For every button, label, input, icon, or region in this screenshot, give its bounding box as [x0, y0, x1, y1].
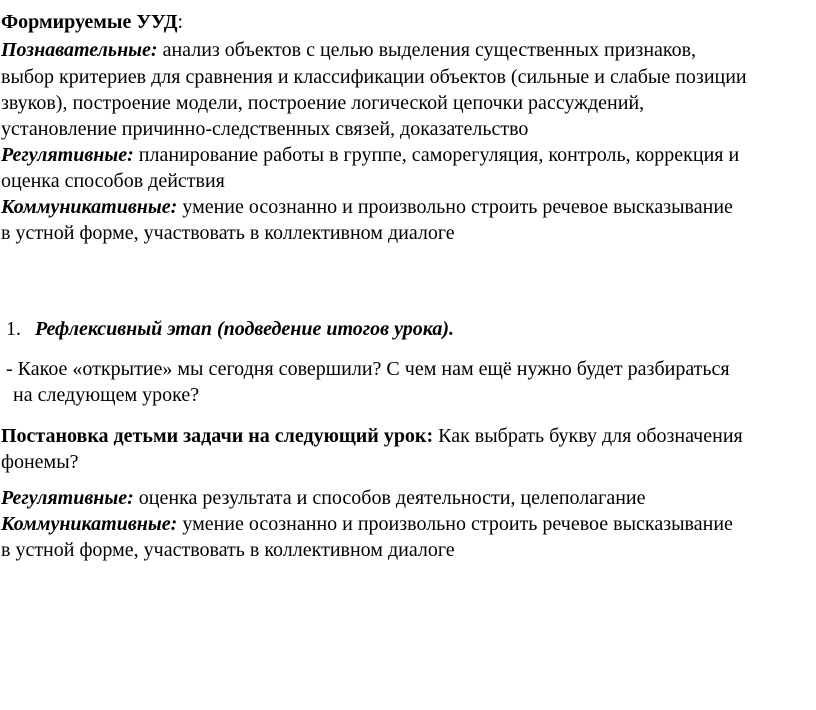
reflexive-stage-title: Рефлексивный этап (подведение итогов урока). — [35, 318, 455, 340]
regulatory-line-1 — [1, 143, 739, 167]
uud-heading: Формируемые УУД — [1, 11, 178, 33]
cognitive-line-2: выбор критериев для сравнения и классификации объектов (сильные и слабые позиции — [1, 66, 747, 88]
reflection-question-line-2: на следующем уроке? — [13, 384, 200, 406]
list-number: 1. — [6, 318, 21, 340]
cognitive-label: Познавательные: — [1, 39, 158, 61]
uud-heading-line — [1, 10, 183, 34]
uud-heading-colon: : — [177, 11, 184, 33]
reflexive-stage-heading — [6, 317, 454, 341]
cognitive-line-4: установление причинно-следственных связей, доказательство — [1, 118, 529, 140]
communicative-text: умение осознанно и произвольно строить речевое высказывание — [177, 196, 733, 218]
communicative2-label: Коммуникативные: — [1, 513, 178, 535]
communicative2-line-1 — [1, 512, 733, 536]
communicative-line-1 — [1, 195, 733, 219]
regulatory2-line — [1, 486, 646, 510]
regulatory-label: Регулятивные: — [1, 144, 134, 166]
next-task-line-2: фонемы? — [1, 451, 79, 473]
cognitive-line-1 — [1, 38, 696, 62]
cognitive-text: анализ объектов с целью выделения существенных признаков, — [157, 39, 697, 61]
regulatory-text: планирование работы в группе, саморегуляция, контроль, коррекция и — [133, 144, 740, 166]
regulatory-line-2: оценка способов действия — [1, 170, 225, 192]
regulatory2-text: оценка результата и способов деятельности, целеполагание — [133, 487, 646, 509]
cognitive-line-3: звуков), построение модели, построение логической цепочки рассуждений, — [1, 92, 645, 114]
next-task-line-1 — [1, 424, 743, 448]
communicative-label: Коммуникативные: — [1, 196, 178, 218]
next-task-text: Как выбрать букву для обозначения — [433, 425, 743, 447]
communicative-line-2: в устной форме, участвовать в коллективном диалоге — [1, 222, 455, 244]
communicative2-line-2: в устной форме, участвовать в коллективном диалоге — [1, 539, 455, 561]
next-task-label: Постановка детьми задачи на следующий урок: — [1, 425, 434, 447]
communicative2-text: умение осознанно и произвольно строить речевое высказывание — [177, 513, 733, 535]
regulatory2-label: Регулятивные: — [1, 487, 134, 509]
reflection-question-line-1: - Какое «открытие» мы сегодня совершили? С чем нам ещё нужно будет разбираться — [6, 358, 730, 380]
